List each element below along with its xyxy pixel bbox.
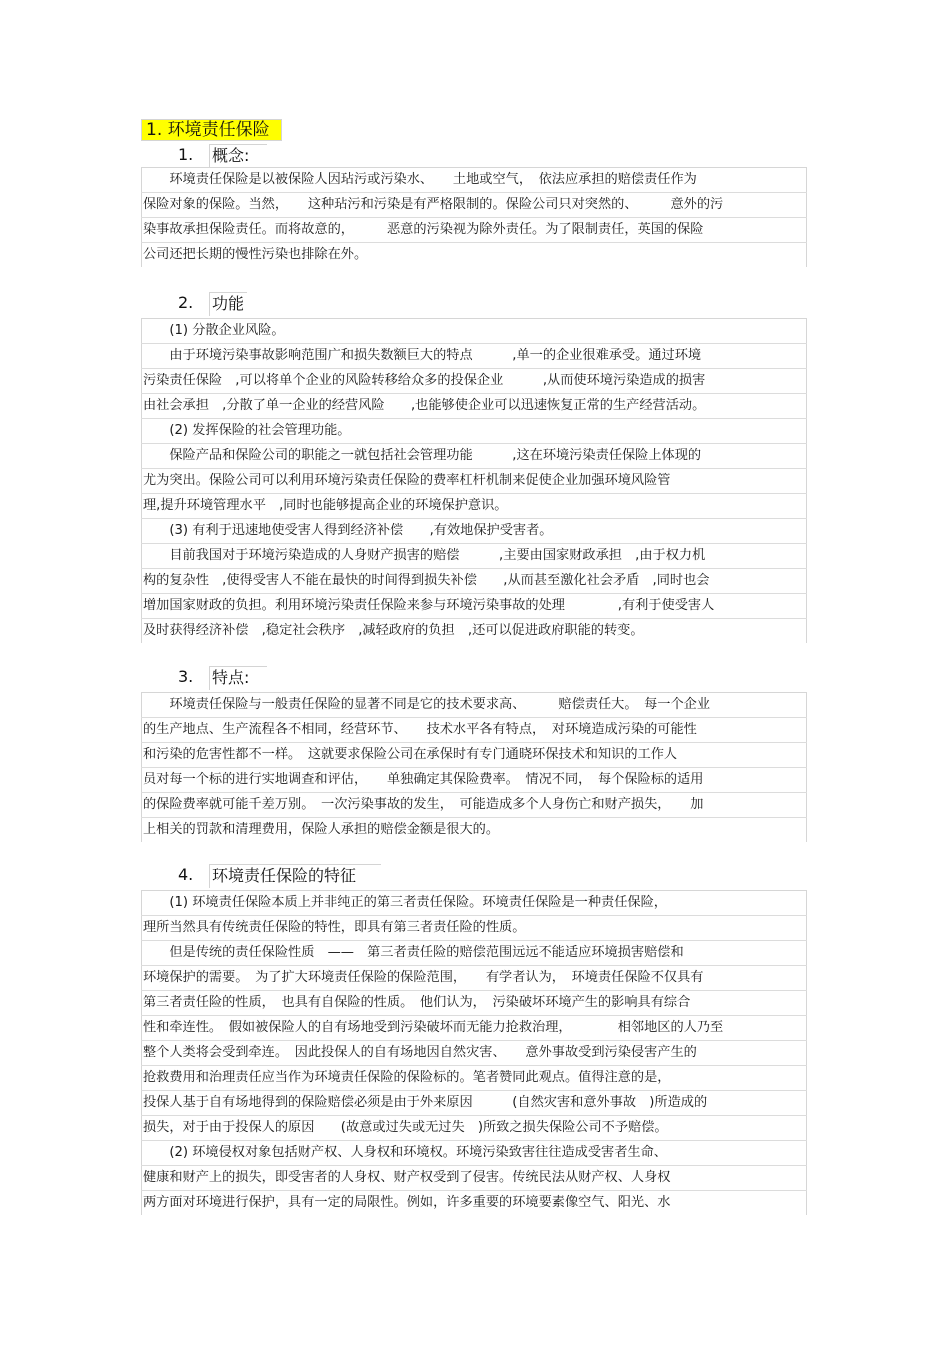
line-separator: [141, 915, 807, 916]
paragraph-line: 员对每一个标的进行实地调查和评估， 单独确定其保险费率。 情况不同， 每个保险标的适用: [143, 772, 704, 787]
paragraph-line: 尤为突出。保险公司可以利用环境污染责任保险的费率杠杆机制来促使企业加强环境风险管: [143, 473, 671, 488]
paragraph-line: 的保险费率就可能千差万别。 一次污染事故的发生， 可能造成多个人身伤亡和财产损失， 加: [143, 797, 704, 812]
section-number: 4.: [178, 865, 194, 884]
line-separator: [141, 990, 807, 991]
paragraph-line: 公司还把长期的慢性污染也排除在外。: [143, 247, 368, 262]
paragraph-line: 环境责任保险是以被保险人因玷污或污染水、 土地或空气， 依法应承担的赔偿责任作为: [143, 172, 697, 187]
paragraph-line: 和污染的危害性都不一样。 这就要求保险公司在承保时有专门通晓环保技术和知识的工作人: [143, 747, 678, 762]
paragraph-line: 保险产品和保险公司的职能之一就包括社会管理功能 ,这在环境污染责任保险上体现的: [143, 448, 702, 463]
section-heading: 环境责任保险的特征: [209, 864, 381, 888]
paragraph-line: 增加国家财政的负担。利用环境污染责任保险来参与环境污染事故的处理 ,有利于使受害人: [143, 598, 715, 613]
line-separator: [141, 1140, 807, 1141]
paragraph-line: (1) 分散企业风险。: [143, 323, 285, 338]
section-heading: 概念:: [209, 144, 267, 168]
paragraph-line: (1) 环境责任保险本质上并非纯正的第三者责任保险。环境责任保险是一种责任保险，: [143, 895, 667, 910]
paragraph-line: 损失，对于由于投保人的原因 (故意或过失或无过失 )所致之损失保险公司不予赔偿。: [143, 1120, 668, 1135]
line-separator: [141, 242, 807, 243]
section-heading: 功能: [209, 292, 247, 316]
line-separator: [141, 1015, 807, 1016]
line-separator: [141, 593, 807, 594]
paragraph-line: 健康和财产上的损失，即受害者的人身权、财产权受到了侵害。传统民法从财产权、人身权: [143, 1170, 671, 1185]
paragraph-line: 保险对象的保险。当然， 这种玷污和污染是有严格限制的。保险公司只对突然的、 意外的污: [143, 197, 724, 212]
paragraph-line: 的生产地点、生产流程各不相同，经营环节、 技术水平各有特点， 对环境造成污染的可能性: [143, 722, 697, 737]
line-separator: [141, 543, 807, 544]
paragraph-line: 由于环境污染事故影响范围广和损失数额巨大的特点 ,单一的企业很难承受。通过环境: [143, 348, 702, 363]
paragraph-line: 环境保护的需要。 为了扩大环境责任保险的保险范围， 有学者认为， 环境责任保险不仅具有: [143, 970, 704, 985]
line-separator: [141, 493, 807, 494]
line-separator: [141, 792, 807, 793]
paragraph-line: 及时获得经济补偿 ,稳定社会秩序 ,减轻政府的负担 ,还可以促进政府职能的转变。: [143, 623, 644, 638]
line-separator: [141, 742, 807, 743]
line-separator: [141, 418, 807, 419]
line-separator: [141, 192, 807, 193]
line-separator: [141, 1115, 807, 1116]
paragraph-line: 理所当然具有传统责任保险的特性，即具有第三者责任险的性质。: [143, 920, 526, 935]
line-separator: [141, 1190, 807, 1191]
paragraph-line: 两方面对环境进行保护，具有一定的局限性。例如，许多重要的环境要素像空气、阳光、水: [143, 1195, 671, 1210]
line-separator: [141, 518, 807, 519]
line-separator: [141, 767, 807, 768]
paragraph-line: 构的复杂性 ,使得受害人不能在最快的时间得到损失补偿 ,从而甚至激化社会矛盾 ,同时也会: [143, 573, 710, 588]
paragraph-line: 上相关的罚款和清理费用，保险人承担的赔偿金额是很大的。: [143, 822, 500, 837]
line-separator: [141, 443, 807, 444]
paragraph-line: 环境责任保险与一般责任保险的显著不同是它的技术要求高、 赔偿责任大。 每一个企业: [143, 697, 711, 712]
section-number: 2.: [178, 293, 194, 312]
paragraph-line: 理,提升环境管理水平 ,同时也能够提高企业的环境保护意识。: [143, 498, 508, 513]
paragraph-line: 抢救费用和治理责任应当作为环境责任保险的保险标的。笔者赞同此观点。值得注意的是，: [143, 1070, 671, 1085]
line-separator: [141, 217, 807, 218]
paragraph-line: 性和牵连性。 假如被保险人的自有场地受到污染破坏而无能力抢救治理， 相邻地区的人乃至: [143, 1020, 724, 1035]
line-separator: [141, 965, 807, 966]
paragraph-line: 染事故承担保险责任。而将故意的， 恶意的污染视为除外责任。为了限制责任，英国的保险: [143, 222, 704, 237]
line-separator: [141, 1040, 807, 1041]
line-separator: [141, 468, 807, 469]
paragraph-line: 污染责任保险 ,可以将单个企业的风险转移给众多的投保企业 ,从而使环境污染造成的损害: [143, 373, 706, 388]
line-separator: [141, 940, 807, 941]
paragraph-line: 整个人类将会受到牵连。 因此投保人的自有场地因自然灾害、 意外事故受到污染侵害产生的: [143, 1045, 697, 1060]
paragraph-line: 第三者责任险的性质， 也具有自保险的性质。 他们认为， 污染破坏环境产生的影响具有综合: [143, 995, 691, 1010]
section-number: 3.: [178, 667, 194, 686]
section-number: 1.: [178, 145, 194, 164]
line-separator: [141, 1090, 807, 1091]
line-separator: [141, 1165, 807, 1166]
section-heading: 特点:: [209, 666, 267, 690]
line-separator: [141, 817, 807, 818]
paragraph-line: 由社会承担 ,分散了单一企业的经营风险 ,也能够使企业可以迅速恢复正常的生产经营活动。: [143, 398, 706, 413]
paragraph-line: 但是传统的责任保险性质 —— 第三者责任险的赔偿范围远远不能适应环境损害赔偿和: [143, 945, 684, 960]
line-separator: [141, 568, 807, 569]
paragraph-line: (2) 环境侵权对象包括财产权、人身权和环境权。环境污染致害往往造成受害者生命、: [143, 1145, 667, 1160]
line-separator: [141, 368, 807, 369]
paragraph-line: (3) 有利于迅速地使受害人得到经济补偿 ,有效地保护受害者。: [143, 523, 553, 538]
paragraph-line: 投保人基于自有场地得到的保险赔偿必须是由于外来原因 (自然灾害和意外事故 )所造成的: [143, 1095, 708, 1110]
line-separator: [141, 393, 807, 394]
document-title: 1. 环境责任保险: [141, 119, 282, 141]
line-separator: [141, 618, 807, 619]
line-separator: [141, 717, 807, 718]
paragraph-line: 目前我国对于环境污染造成的人身财产损害的赔偿 ,主要由国家财政承担 ,由于权力机: [143, 548, 706, 563]
line-separator: [141, 1065, 807, 1066]
line-separator: [141, 343, 807, 344]
paragraph-line: (2) 发挥保险的社会管理功能。: [143, 423, 351, 438]
